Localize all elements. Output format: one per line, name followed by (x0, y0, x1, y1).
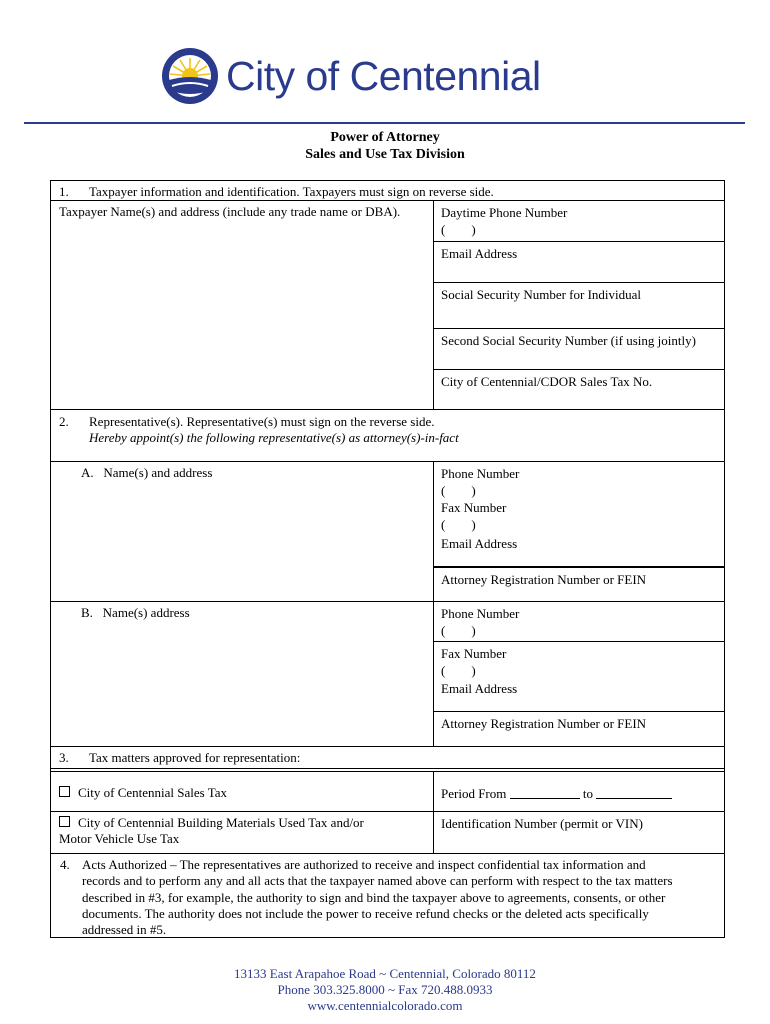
section-2-heading: Representative(s). Representative(s) must sign on the reverse side. (89, 414, 435, 429)
ssn2-label: Second Social Security Number (if using jointly) (441, 333, 696, 349)
rep-b-phone-field[interactable] (434, 602, 724, 642)
section-1-heading: Taxpayer information and identification. Taxpayers must sign on reverse side. (89, 184, 494, 199)
rep-b-phone-label: Phone Number (441, 606, 520, 621)
taxpayer-name-label: Taxpayer Name(s) and address (include any trade name or DBA). (59, 204, 401, 219)
acts-authorized-line-1: Acts Authorized – The representatives are authorized to receive and inspect confidential tax information and (82, 857, 646, 872)
area-code-paren: ( ) (441, 623, 476, 638)
email-field[interactable] (434, 242, 724, 283)
rep-b-reg-label: Attorney Registration Number or FEIN (441, 715, 647, 731)
footer-address: 13133 East Arapahoe Road ~ Centennial, Colorado 80112 (234, 966, 536, 981)
sales-tax-row (50, 772, 725, 812)
section-1-header (50, 180, 725, 201)
representative-b (50, 602, 725, 747)
daytime-phone-field[interactable] (434, 201, 724, 242)
sales-tax-option[interactable] (51, 772, 434, 811)
period-to-blank[interactable] (596, 787, 672, 799)
building-materials-row (50, 812, 725, 854)
building-materials-label: City of Centennial Building Materials Used Tax and/or (78, 815, 364, 830)
rep-a-phone-fax-field[interactable] (434, 462, 724, 532)
rep-a-email-field[interactable] (434, 532, 724, 567)
title-line-1: Power of Attorney (330, 130, 440, 145)
rep-a-label: A. Name(s) and address (81, 465, 213, 480)
section-3-heading: Tax matters approved for representation: (89, 750, 301, 765)
area-code-paren: ( ) (441, 483, 476, 498)
ssn-label: Social Security Number for Individual (441, 286, 642, 302)
area-code-paren: ( ) (441, 517, 476, 532)
representative-a (50, 462, 725, 602)
footer-website-link[interactable]: www.centennialcolorado.com (307, 998, 463, 1013)
city-logo (160, 44, 541, 108)
acts-authorized-line-5: addressed in #5. (82, 922, 167, 938)
section-number: 1. (59, 184, 69, 199)
rep-a-phone-label: Phone Number (441, 466, 520, 481)
rep-a-reg-label: Attorney Registration Number or FEIN (441, 571, 647, 587)
sales-tax-number-field[interactable] (434, 370, 724, 409)
rep-b-email-label: Email Address (441, 681, 518, 696)
rep-a-name-field[interactable] (51, 462, 434, 601)
building-materials-option[interactable] (51, 812, 434, 853)
rep-a-email-label: Email Address (441, 536, 518, 551)
rep-b-email-field[interactable] (434, 677, 724, 712)
email-label: Email Address (441, 246, 518, 261)
footer-phone: Phone 303.325.8000 ~ Fax 720.488.0933 (277, 982, 493, 997)
section-number: 2. (59, 414, 69, 429)
motor-vehicle-label: Motor Vehicle Use Tax (59, 831, 180, 846)
daytime-phone-label: Daytime Phone Number (441, 205, 568, 220)
logo-text: City of Centennial (226, 52, 541, 99)
page-title (0, 129, 770, 163)
period-to-label: to (582, 786, 593, 801)
title-line-2: Sales and Use Tax Division (305, 147, 465, 162)
poa-form (50, 180, 725, 938)
acts-authorized-line-3: described in #3, for example, the authority to sign and bind the taxpayer above to agreements, consents, or other (82, 889, 666, 905)
rep-b-label: B. Name(s) address (81, 605, 190, 620)
rep-b-reg-field[interactable] (434, 712, 724, 746)
sales-tax-number-label: City of Centennial/CDOR Sales Tax No. (441, 374, 653, 390)
taxpayer-name-field[interactable] (51, 201, 434, 409)
section-number: 3. (59, 750, 69, 765)
sun-emblem-icon (160, 46, 220, 106)
area-code-paren: ( ) (441, 663, 476, 678)
section-2-subheading: Hereby appoint(s) the following representative(s) as attorney(s)-in-fact (89, 430, 459, 445)
acts-authorized-line-4: documents. The authority does not include the power to receive refund checks or the deleted acts specifically (82, 905, 649, 921)
period-field[interactable] (434, 772, 724, 805)
identification-number-field[interactable] (434, 812, 724, 835)
acts-authorized-line-2: records and to perform any and all acts that the taxpayer named above can perform with respect to the tax matters (82, 873, 673, 889)
period-from-blank[interactable] (510, 787, 580, 799)
checkbox-icon[interactable] (59, 816, 70, 827)
rep-b-name-field[interactable] (51, 602, 434, 746)
rep-b-fax-label: Fax Number (441, 646, 507, 661)
section-4 (50, 854, 725, 938)
ssn2-field[interactable] (434, 329, 724, 370)
area-code-paren: ( ) (441, 222, 476, 237)
footer (0, 966, 770, 1014)
period-from-label: Period From (441, 786, 507, 801)
rep-a-fax-label: Fax Number (441, 500, 507, 515)
rep-b-fax-field[interactable] (434, 642, 724, 677)
section-3-header (50, 747, 725, 769)
sales-tax-option-label: City of Centennial Sales Tax (78, 785, 228, 800)
section-2-header (50, 410, 725, 462)
ssn-field[interactable] (434, 283, 724, 330)
identification-number-label: Identification Number (permit or VIN) (441, 816, 643, 831)
rep-a-reg-field[interactable] (434, 567, 724, 602)
checkbox-icon[interactable] (59, 786, 70, 797)
header-rule (24, 122, 745, 124)
section-number: 4. (60, 857, 70, 872)
section-1-body (50, 201, 725, 410)
